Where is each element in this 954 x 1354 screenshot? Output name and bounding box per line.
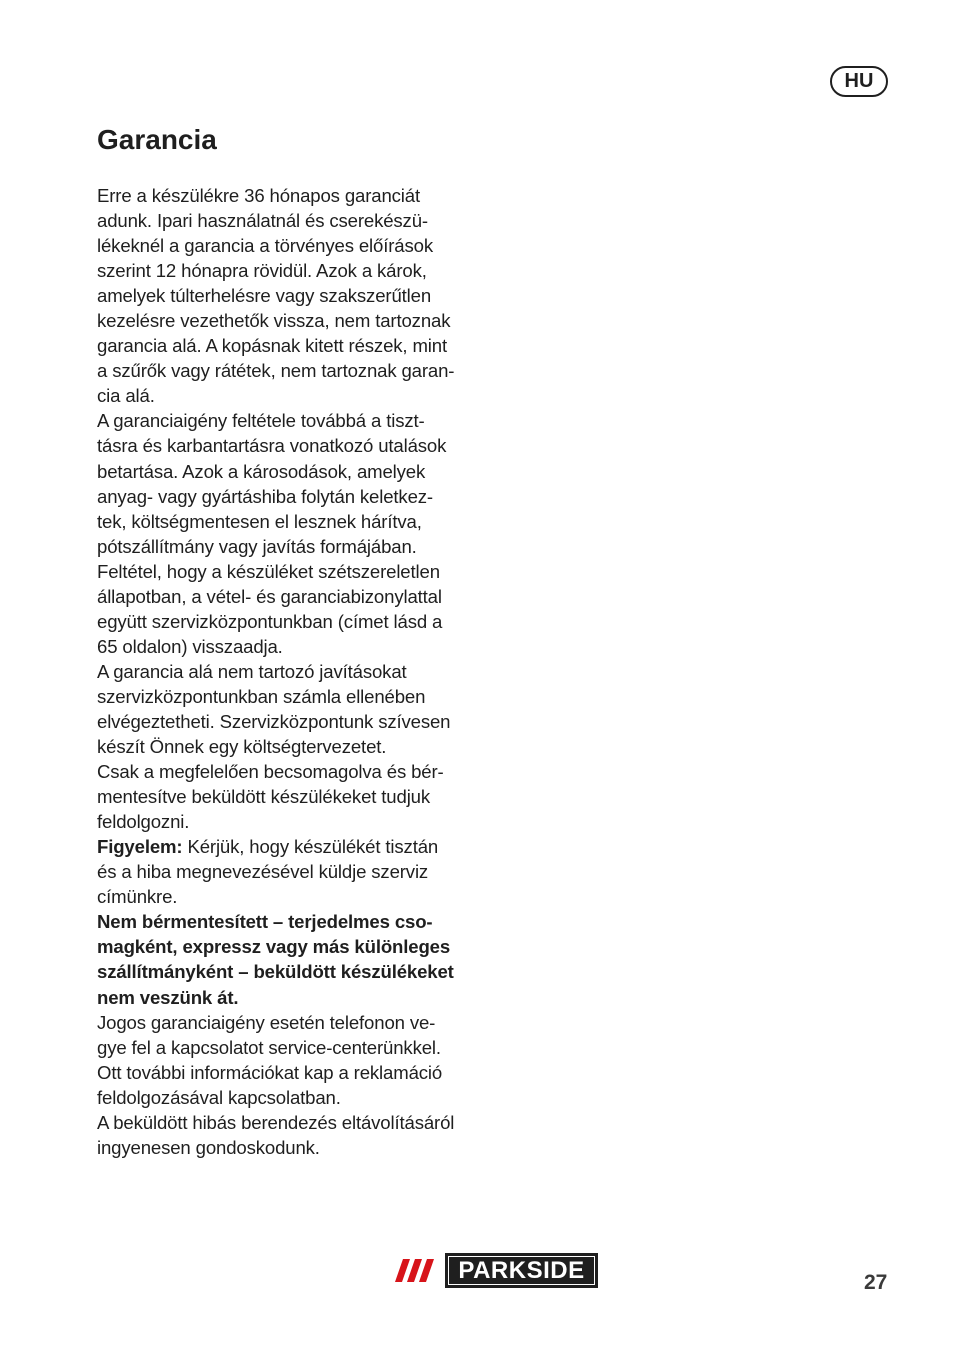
bold-text-line: szállítmányként – beküldött készülékeket <box>97 961 454 983</box>
text-line: elvégeztetheti. Szervizközpontunk szívesen <box>97 710 451 732</box>
logo-stripes-icon <box>391 1253 445 1288</box>
text-line: tek, költségmentesen el lesznek hárítva, <box>97 510 422 532</box>
text-line: Csak a megfelelően becsomagolva és bér- <box>97 761 444 783</box>
text-line: címünkre. <box>97 886 178 908</box>
text-line: feldolgozni. <box>97 811 190 833</box>
text-line: együtt szervizközpontunkban (címet lásd a <box>97 610 443 632</box>
bold-text-line: magként, expressz vagy más különleges <box>97 936 451 958</box>
text-line: szerint 12 hónapra rövidül. Azok a károk, <box>97 260 427 282</box>
shipping-notice <box>97 909 487 1009</box>
warranty-paragraphs <box>97 183 487 834</box>
closing-paragraphs <box>97 1010 487 1160</box>
logo-stripe <box>395 1259 410 1282</box>
attention-continuation <box>97 859 487 909</box>
text-line: ingyenesen gondoskodunk. <box>97 1136 320 1158</box>
attention-label: Figyelem: <box>97 836 183 858</box>
brand-name: PARKSIDE <box>445 1253 598 1288</box>
text-line: állapotban, a vétel- és garanciabizonylattal <box>97 585 442 607</box>
page-title: Garancia <box>97 124 217 155</box>
text-line: szervizközpontunkban számla ellenében <box>97 685 426 707</box>
logo-stripe <box>419 1259 434 1282</box>
text-line: A garanciaigény feltétele továbbá a tiszt- <box>97 410 425 432</box>
text-line: készít Önnek egy költségtervezetet. <box>97 736 387 758</box>
parkside-logo <box>391 1253 598 1288</box>
text-line: anyag- vagy gyártáshiba folytán keletkez- <box>97 485 433 507</box>
bold-text-line: Nem bérmentesített – terjedelmes cso- <box>97 911 433 933</box>
warranty-text <box>97 183 487 1160</box>
language-badge: HU <box>830 66 888 97</box>
text-line: gye fel a kapcsolatot service-centerünkkel. <box>97 1036 441 1058</box>
logo-stripe <box>407 1259 422 1282</box>
text-line: amelyek túlterhelésre vagy szakszerűtlen <box>97 285 432 307</box>
text-line: kezelésre vezethetők vissza, nem tartoznak <box>97 310 451 332</box>
text-line: a szűrők vagy rátétek, nem tartoznak garan- <box>97 360 455 382</box>
text-line: adunk. Ipari használatnál és cserekészü- <box>97 210 428 232</box>
text-line: cia alá. <box>97 385 155 407</box>
text-line: A garancia alá nem tartozó javításokat <box>97 660 407 682</box>
page-number: 27 <box>864 1271 888 1294</box>
text-line: Feltétel, hogy a készüléket szétszereletlen <box>97 560 440 582</box>
text-line: lékeknél a garancia a törvényes előírások <box>97 235 433 257</box>
text-line: Erre a készülékre 36 hónapos garanciát <box>97 185 420 206</box>
text-line: és a hiba megnevezésével küldje szerviz <box>97 861 429 883</box>
text-line: Jogos garanciaigény esetén telefonon ve- <box>97 1011 436 1033</box>
text-line: garancia alá. A kopásnak kitett részek, mint <box>97 335 447 357</box>
text-line: A beküldött hibás berendezés eltávolításáról <box>97 1111 455 1133</box>
bold-text-line: nem veszünk át. <box>97 986 239 1008</box>
text-line: pótszállítmány vagy javítás formájában. <box>97 535 417 557</box>
text-line: mentesítve beküldött készülékeket tudjuk <box>97 786 431 808</box>
attention-line <box>97 834 487 859</box>
text-line: tásra és karbantartásra vonatkozó utalások <box>97 435 447 457</box>
text-line: 65 oldalon) visszaadja. <box>97 635 283 657</box>
text-line: feldolgozásával kapcsolatban. <box>97 1086 341 1108</box>
text-line: Ott további információkat kap a reklamáció <box>97 1061 443 1083</box>
attention-text: Kérjük, hogy készülékét tisztán <box>182 836 439 858</box>
text-line: betartása. Azok a károsodások, amelyek <box>97 460 426 482</box>
